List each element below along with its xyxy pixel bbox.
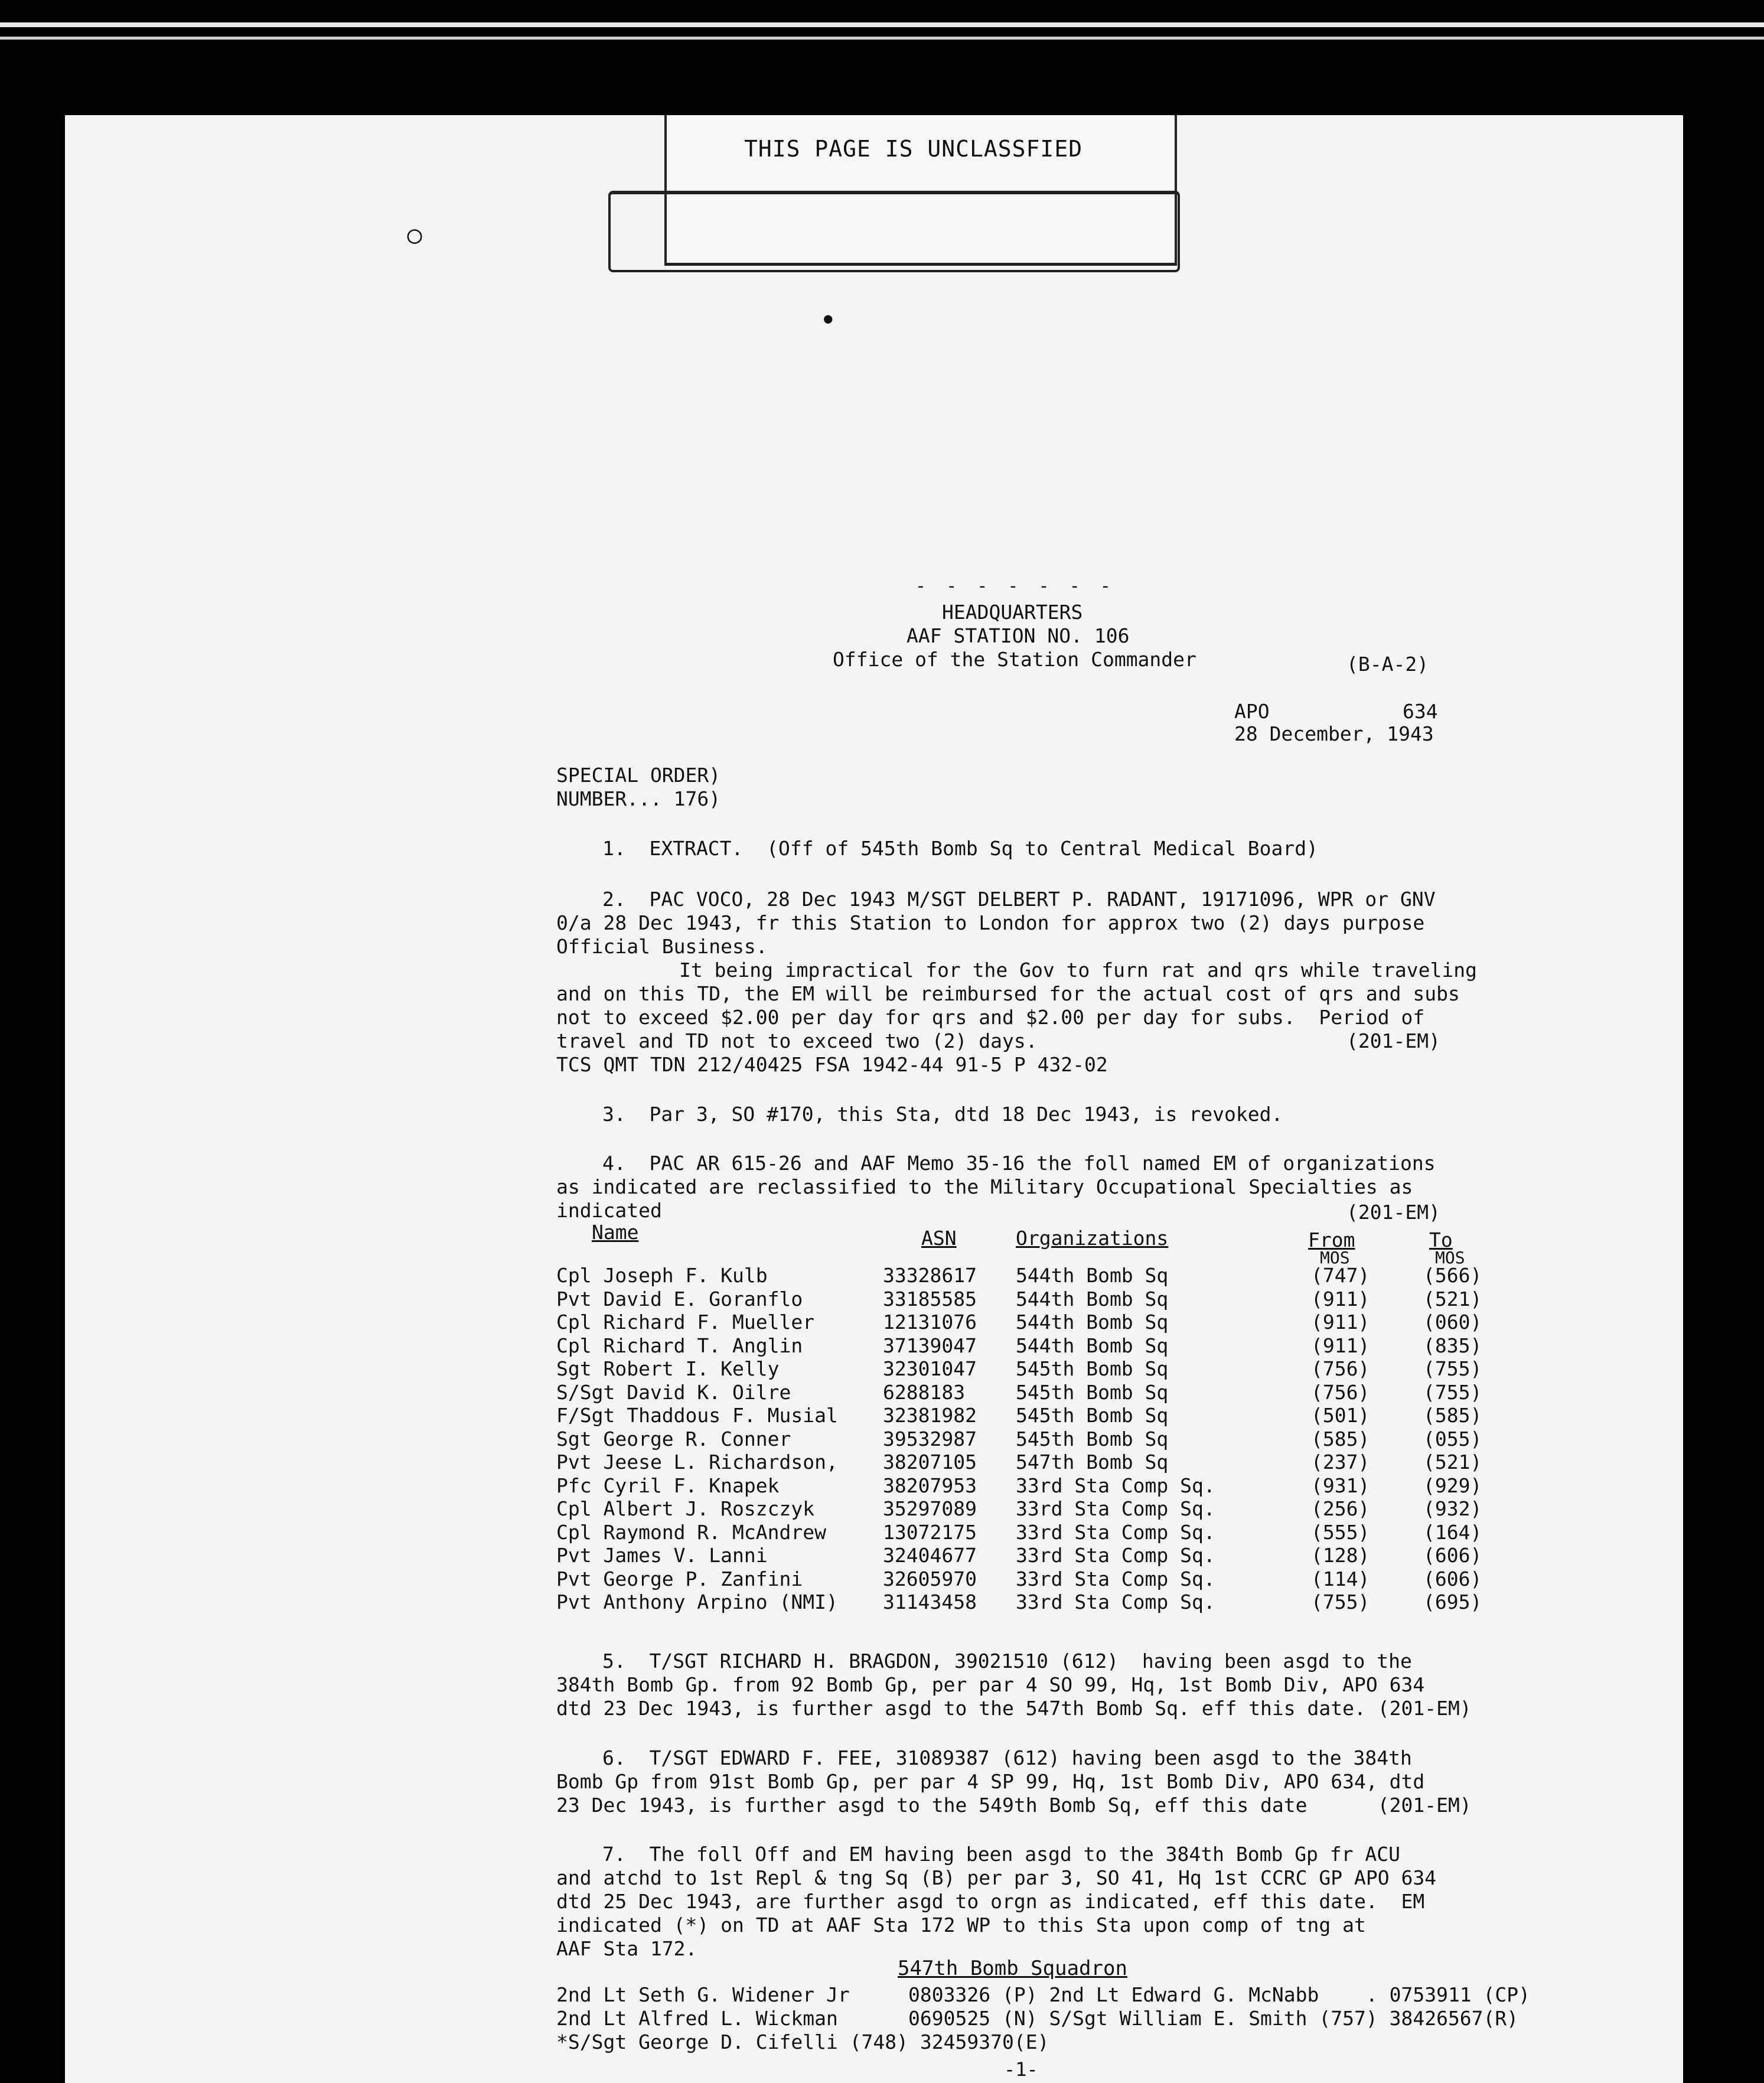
roster-cell-from: (755): [1311, 1590, 1370, 1613]
roster-cell-to: (585): [1423, 1404, 1482, 1427]
roster-cell-from: (585): [1311, 1427, 1370, 1450]
roster-cell-from: (501): [1311, 1404, 1370, 1427]
paragraph-7-line: 7. The foll Off and EM having been asgd to the 384th Bomb Gp fr ACU: [602, 1843, 1401, 1866]
roster-cell-to: (606): [1423, 1544, 1482, 1567]
roster-cell-from: (756): [1311, 1380, 1370, 1404]
roster-cell-org: 544th Bomb Sq: [1016, 1334, 1169, 1357]
order-date: 28 December, 1943: [1234, 722, 1434, 745]
paragraph-2-line: travel and TD not to exceed two (2) days.: [556, 1029, 1038, 1052]
paragraph-2-line: and on this TD, the EM will be reimbursed for the actual cost of qrs and subs: [556, 982, 1460, 1005]
roster-cell-from: (747): [1311, 1264, 1370, 1287]
roster-cell-org: 544th Bomb Sq: [1016, 1287, 1169, 1311]
paragraph-4-ref: (201-EM): [1346, 1201, 1440, 1224]
scan-rule: [0, 22, 1764, 27]
roster-cell-name: Cpl Richard F. Mueller: [556, 1311, 815, 1334]
roster-cell-from: (756): [1311, 1357, 1370, 1380]
roster-cell-asn: 31143458: [883, 1590, 977, 1613]
paragraph-2-line: 0/a 28 Dec 1943, fr this Station to London for approx two (2) days purpose: [556, 911, 1425, 934]
paragraph-6-line: Bomb Gp from 91st Bomb Gp, per par 4 SP 99, Hq, 1st Bomb Div, APO 634, dtd: [556, 1770, 1425, 1793]
heading-line1: HEADQUARTERS: [942, 601, 1083, 624]
roster-header-name: Name: [592, 1221, 639, 1244]
roster-cell-name: Cpl Richard T. Anglin: [556, 1334, 803, 1357]
roster-cell-asn: 39532987: [883, 1427, 977, 1450]
roster-cell-from: (911): [1311, 1334, 1370, 1357]
roster-cell-org: 545th Bomb Sq: [1016, 1357, 1169, 1380]
roster-cell-name: Pvt James V. Lanni: [556, 1544, 768, 1567]
roster-cell-from: (256): [1311, 1497, 1370, 1520]
paragraph-6-line: 6. T/SGT EDWARD F. FEE, 31089387 (612) having been asgd to the 384th: [602, 1746, 1412, 1769]
roster-cell-name: Pfc Cyril F. Knapek: [556, 1474, 780, 1497]
heading-line3: Office of the Station Commander: [833, 648, 1196, 671]
roster-header-from-sub: MOS: [1320, 1248, 1350, 1267]
heading-code: (B-A-2): [1346, 653, 1429, 676]
special-order-line2: NUMBER... 176): [556, 787, 721, 810]
roster-cell-asn: 32605970: [883, 1567, 977, 1590]
roster-cell-asn: 32301047: [883, 1357, 977, 1380]
roster-cell-from: (911): [1311, 1311, 1370, 1334]
roster-cell-name: F/Sgt Thaddous F. Musial: [556, 1404, 838, 1427]
heading-line2: AAF STATION NO. 106: [907, 624, 1130, 647]
roster-cell-org: 33rd Sta Comp Sq.: [1016, 1567, 1215, 1590]
roster-cell-asn: 33328617: [883, 1264, 977, 1287]
roster-cell-asn: 6288183: [883, 1380, 966, 1404]
roster-cell-org: 545th Bomb Sq: [1016, 1427, 1169, 1450]
roster-cell-to: (932): [1423, 1497, 1482, 1520]
paragraph-2-ref: (201-EM): [1346, 1029, 1440, 1052]
page-number: -1-: [1004, 2058, 1038, 2081]
roster-cell-org: 33rd Sta Comp Sq.: [1016, 1497, 1215, 1520]
roster-cell-name: Cpl Joseph F. Kulb: [556, 1264, 768, 1287]
paragraph-7-line: dtd 25 Dec 1943, are further asgd to orgn as indicated, eff this date. EM: [556, 1890, 1425, 1913]
squadron-row: 2nd Lt Seth G. Widener Jr 0803326 (P) 2nd Lt Edward G. McNabb . 0753911 (CP): [556, 1983, 1531, 2006]
roster-cell-to: (835): [1423, 1334, 1482, 1357]
roster-cell-asn: 12131076: [883, 1311, 977, 1334]
squadron-row: 2nd Lt Alfred L. Wickman 0690525 (N) S/Sgt William E. Smith (757) 38426567(R): [556, 2007, 1519, 2030]
roster-cell-asn: 32381982: [883, 1404, 977, 1427]
roster-cell-name: Sgt Robert I. Kelly: [556, 1357, 780, 1380]
paragraph-1: 1. EXTRACT. (Off of 545th Bomb Sq to Central Medical Board): [602, 837, 1318, 860]
roster-cell-from: (911): [1311, 1287, 1370, 1311]
roster-cell-name: Sgt George R. Conner: [556, 1427, 791, 1450]
roster-cell-asn: 38207953: [883, 1474, 977, 1497]
roster-cell-to: (055): [1423, 1427, 1482, 1450]
scan-speck: ◯: [407, 221, 422, 249]
divider-dashes: - - - - - - -: [915, 576, 1116, 596]
roster-header-org: Organizations: [1016, 1227, 1169, 1250]
roster-cell-asn: 13072175: [883, 1520, 977, 1544]
paragraph-2-line: not to exceed $2.00 per day for qrs and $2.00 per day for subs. Period of: [556, 1006, 1425, 1029]
roster-cell-to: (755): [1423, 1380, 1482, 1404]
classification-stamp-inner: [608, 191, 1180, 272]
document-page: [65, 115, 1683, 2083]
roster-cell-org: 33rd Sta Comp Sq.: [1016, 1474, 1215, 1497]
roster-cell-name: Cpl Raymond R. McAndrew: [556, 1520, 826, 1544]
roster-cell-to: (606): [1423, 1567, 1482, 1590]
paragraph-4-line: 4. PAC AR 615-26 and AAF Memo 35-16 the foll named EM of organizations: [602, 1152, 1436, 1175]
paragraph-3: 3. Par 3, SO #170, this Sta, dtd 18 Dec 1943, is revoked.: [602, 1103, 1283, 1126]
roster-cell-asn: 32404677: [883, 1544, 977, 1567]
roster-header-to-sub: MOS: [1435, 1248, 1465, 1267]
roster-cell-to: (755): [1423, 1357, 1482, 1380]
squadron-row: *S/Sgt George D. Cifelli (748) 32459370(E): [556, 2030, 1049, 2053]
roster-cell-org: 33rd Sta Comp Sq.: [1016, 1520, 1215, 1544]
roster-cell-asn: 38207105: [883, 1450, 977, 1474]
paragraph-4-line: indicated: [556, 1199, 662, 1222]
roster-cell-asn: 37139047: [883, 1334, 977, 1357]
roster-cell-asn: 33185585: [883, 1287, 977, 1311]
roster-cell-to: (521): [1423, 1450, 1482, 1474]
scan-rule: [0, 37, 1764, 40]
roster-cell-org: 33rd Sta Comp Sq.: [1016, 1544, 1215, 1567]
roster-cell-org: 545th Bomb Sq: [1016, 1404, 1169, 1427]
roster-cell-to: (566): [1423, 1264, 1482, 1287]
roster-cell-name: Cpl Albert J. Roszczyk: [556, 1497, 815, 1520]
roster-cell-name: Pvt Anthony Arpino (NMI): [556, 1590, 838, 1613]
roster-cell-name: Pvt Jeese L. Richardson,: [556, 1450, 838, 1474]
roster-cell-from: (114): [1311, 1567, 1370, 1590]
roster-cell-org: 544th Bomb Sq: [1016, 1264, 1169, 1287]
roster-cell-to: (164): [1423, 1520, 1482, 1544]
roster-cell-name: S/Sgt David K. Oilre: [556, 1380, 791, 1404]
paragraph-7-line: AAF Sta 172.: [556, 1937, 697, 1960]
roster-cell-to: (929): [1423, 1474, 1482, 1497]
scan-speck: ●: [824, 310, 833, 327]
roster-cell-asn: 35297089: [883, 1497, 977, 1520]
paragraph-4-line: as indicated are reclassified to the Military Occupational Specialties as: [556, 1175, 1413, 1198]
roster-cell-name: Pvt George P. Zanfini: [556, 1567, 803, 1590]
roster-header-asn: ASN: [921, 1227, 957, 1250]
roster-cell-to: (521): [1423, 1287, 1482, 1311]
paragraph-2-line: It being impractical for the Gov to furn rat and qrs while traveling: [679, 959, 1478, 982]
paragraph-2-line: TCS QMT TDN 212/40425 FSA 1942-44 91-5 P 432-02: [556, 1053, 1108, 1076]
roster-cell-org: 547th Bomb Sq: [1016, 1450, 1169, 1474]
roster-cell-from: (555): [1311, 1520, 1370, 1544]
paragraph-2-line: 2. PAC VOCO, 28 Dec 1943 M/SGT DELBERT P. RADANT, 19171096, WPR or GNV: [602, 888, 1436, 911]
apo-label: APO: [1234, 700, 1270, 723]
roster-cell-from: (237): [1311, 1450, 1370, 1474]
scan-border-top: [0, 0, 1764, 34]
roster-cell-org: 544th Bomb Sq: [1016, 1311, 1169, 1334]
classification-stamp: THIS PAGE IS UNCLASSFIED: [744, 136, 1083, 162]
roster-cell-org: 33rd Sta Comp Sq.: [1016, 1590, 1215, 1613]
apo-number: 634: [1403, 700, 1438, 723]
roster-cell-org: 545th Bomb Sq: [1016, 1380, 1169, 1404]
paragraph-2-line: Official Business.: [556, 935, 768, 958]
roster-header-to: To: [1429, 1228, 1453, 1251]
roster-cell-from: (128): [1311, 1544, 1370, 1567]
paragraph-5-line: dtd 23 Dec 1943, is further asgd to the 547th Bomb Sq. eff this date. (201-EM): [556, 1697, 1472, 1720]
paragraph-5-line: 5. T/SGT RICHARD H. BRAGDON, 39021510 (612) having been asgd to the: [602, 1650, 1412, 1673]
paragraph-7-line: and atchd to 1st Repl & tng Sq (B) per par 3, SO 41, Hq 1st CCRC GP APO 634: [556, 1866, 1437, 1889]
roster-cell-to: (695): [1423, 1590, 1482, 1613]
special-order-line1: SPECIAL ORDER): [556, 764, 721, 787]
paragraph-7-line: indicated (*) on TD at AAF Sta 172 WP to this Sta upon comp of tng at: [556, 1914, 1366, 1937]
roster-header-from: From: [1308, 1228, 1355, 1251]
roster-cell-name: Pvt David E. Goranflo: [556, 1287, 803, 1311]
roster-cell-to: (060): [1423, 1311, 1482, 1334]
paragraph-5-line: 384th Bomb Gp. from 92 Bomb Gp, per par 4 SO 99, Hq, 1st Bomb Div, APO 634: [556, 1673, 1425, 1696]
squadron-title: 547th Bomb Squadron: [898, 1957, 1127, 1980]
roster-cell-from: (931): [1311, 1474, 1370, 1497]
paragraph-6-line: 23 Dec 1943, is further asgd to the 549th Bomb Sq, eff this date (201-EM): [556, 1794, 1472, 1817]
